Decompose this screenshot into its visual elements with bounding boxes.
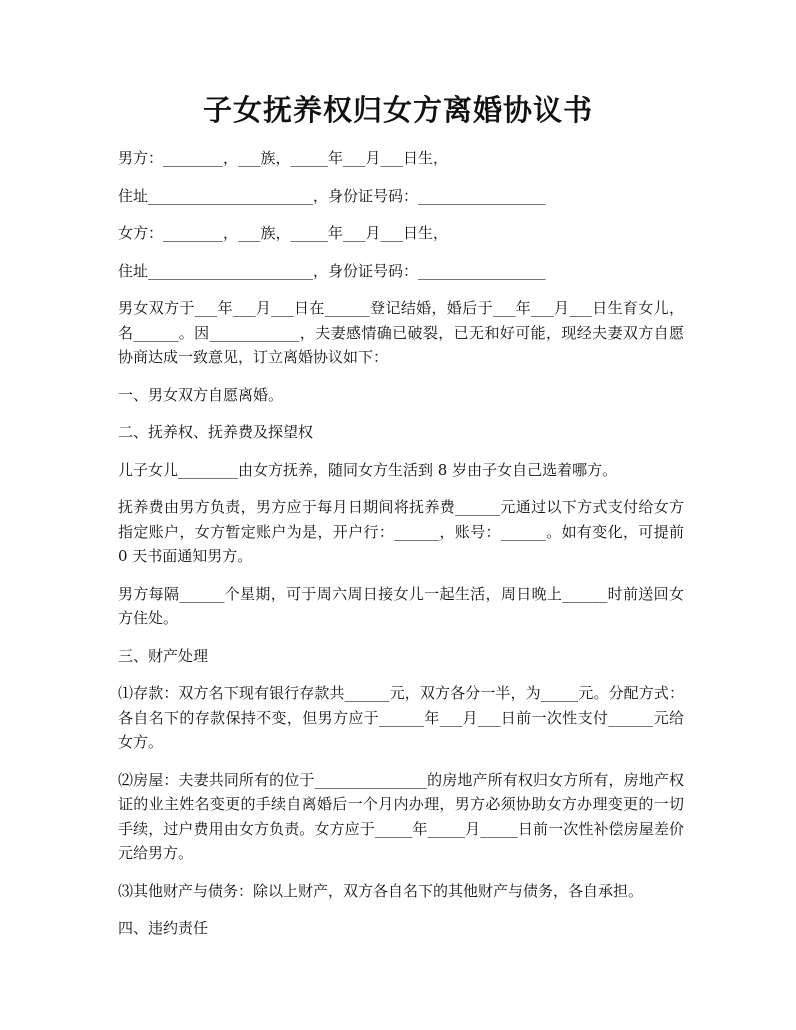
savings-paragraph: ⑴存款：双方名下现有银行存款共______元，双方各分一半，为_____元。分配方式：各自名下的存款保持不变，但男方应于______年___月___日前一次性支付______元给女方。 (118, 684, 684, 751)
marriage-background-paragraph: 男女双方于___年___月___日在______登记结婚，婚后于___年___月___日生育女儿，名______。因____________，夫妻感情确已破裂，已无和好可能，现经夫妻双方自愿协商达成一致意见，订立离婚协议如下： (118, 299, 684, 366)
document-body (118, 146, 684, 954)
clause-1-heading: 一、男女双方自愿离婚。 (118, 385, 284, 404)
husband-info-line: 男方：________，___族，_____年___月___日生， (118, 149, 449, 167)
husband-address-line: 住址______________________，身份证号码：_________________ (118, 186, 546, 205)
wife-info-line: 女方：________，___族，_____年___月___日生， (118, 224, 449, 242)
document-title: 子女抚养权归女方离婚协议书 (202, 93, 593, 127)
clause-4-heading: 四、违约责任 (118, 919, 209, 937)
clause-2-heading: 二、抚养权、抚养费及探望权 (118, 423, 314, 441)
house-paragraph: ⑵房屋：夫妻共同所有的位于_______________的房地产所有权归女方所有，房地产权证的业主姓名变更的手续自离婚后一个月内办理，男方必须协助女方办理变更的一切手续，过户费用由女方负责。女方应于_____年_____月_____日前一次性补偿房屋差价元给男方。 (118, 770, 684, 862)
custody-paragraph: 儿子女儿________由女方抚养，随同女方生活到 8 岁由子女自己选着哪方。 (118, 460, 618, 479)
visitation-paragraph: 男方每隔______个星期，可于周六周日接女儿一起生活，周日晚上______时前送回女方住处。 (118, 584, 684, 627)
wife-address-line: 住址______________________，身份证号码：_________________ (118, 261, 546, 280)
other-property-paragraph: ⑶其他财产与债务：除以上财产，双方各自名下的其他财产与债务，各自承担。 (118, 881, 644, 900)
clause-3-heading: 三、财产处理 (118, 646, 209, 665)
child-support-paragraph: 抚养费由男方负责，男方应于每月日期间将抚养费______元通过以下方式支付给女方指定账户，女方暂定账户为是，开户行：______，账号：______。如有变化，可提前 0 天书面通知男方。 (118, 498, 684, 565)
